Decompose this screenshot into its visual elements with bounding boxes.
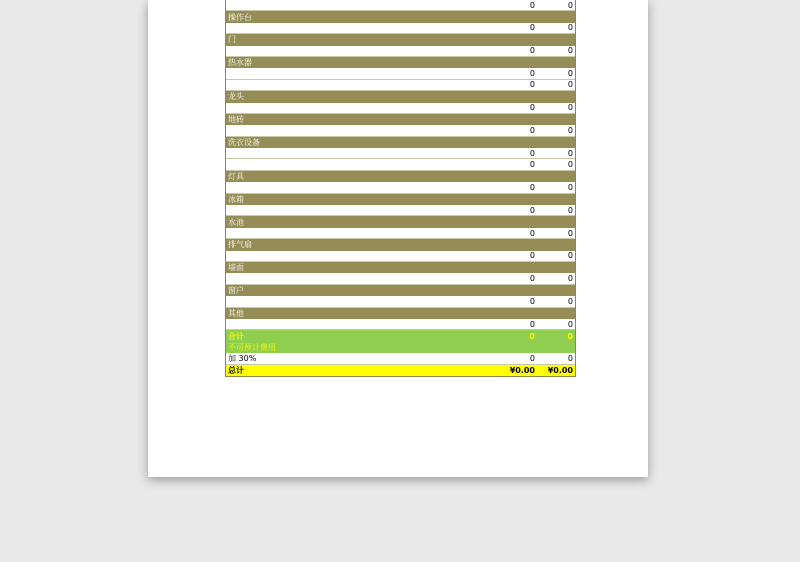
category-label: 其他: [228, 308, 244, 318]
estimated-value: 0: [529, 69, 535, 79]
table-row: [226, 273, 575, 284]
estimated-value: 0: [529, 182, 535, 192]
budget-table: [225, 0, 576, 377]
actual-value: 0: [567, 205, 573, 215]
estimated-value: 0: [529, 319, 535, 329]
category-label: 龙头: [228, 92, 244, 102]
actual-value: 0: [567, 0, 573, 10]
actual-value: 0: [567, 46, 573, 56]
estimated-value: 0: [529, 148, 535, 158]
category-row: [226, 285, 575, 296]
plus-estimated: 0: [529, 353, 535, 363]
estimated-value: 0: [529, 80, 535, 90]
actual-value: 0: [567, 296, 573, 306]
category-label: 排气扇: [228, 240, 252, 250]
table-row: [226, 0, 575, 11]
category-row: [226, 216, 575, 227]
table-row: [226, 228, 575, 239]
estimated-value: 0: [529, 274, 535, 284]
category-label: 地砖: [228, 115, 244, 125]
estimated-value: 0: [529, 23, 535, 33]
table-row: [226, 205, 575, 216]
total-label: 总计: [228, 365, 244, 375]
actual-value: 0: [567, 148, 573, 158]
table-row: [226, 125, 575, 136]
table-row: [226, 319, 575, 330]
document-page: [148, 0, 648, 477]
category-row: [226, 11, 575, 22]
table-row: [226, 103, 575, 114]
category-row: [226, 262, 575, 273]
category-row: [226, 308, 575, 319]
table-row: [226, 148, 575, 159]
estimated-value: 0: [529, 251, 535, 261]
category-label: 墙面: [228, 263, 244, 273]
actual-value: 0: [567, 103, 573, 113]
category-label: 热水器: [228, 58, 252, 68]
table-row: [226, 68, 575, 79]
actual-value: 0: [567, 160, 573, 170]
plus-percent-row: [226, 353, 575, 364]
subtotal-actual: 0: [567, 331, 573, 341]
subtotal-row: [226, 330, 575, 341]
subtotal-estimated: 0: [529, 331, 535, 341]
actual-value: 0: [567, 80, 573, 90]
unforeseen-costs-row: [226, 342, 575, 353]
table-row: [226, 80, 575, 91]
estimated-value: 0: [529, 0, 535, 10]
table-row: [226, 46, 575, 57]
estimated-value: 0: [529, 103, 535, 113]
total-estimated: ¥0.00: [509, 365, 535, 375]
table-row: [226, 182, 575, 193]
actual-value: 0: [567, 274, 573, 284]
estimated-value: 0: [529, 46, 535, 56]
category-label: 冰箱: [228, 194, 244, 204]
table-row: [226, 23, 575, 34]
table-row: [226, 251, 575, 262]
category-row: [226, 194, 575, 205]
actual-value: 0: [567, 319, 573, 329]
estimated-value: 0: [529, 160, 535, 170]
category-label: 洗衣设备: [228, 137, 260, 147]
unforeseen-costs-label: 不可预计费用: [228, 342, 276, 352]
category-row: [226, 91, 575, 102]
actual-value: 0: [567, 251, 573, 261]
actual-value: 0: [567, 23, 573, 33]
actual-value: 0: [567, 126, 573, 135]
estimated-value: 0: [529, 228, 535, 238]
category-row: [226, 57, 575, 68]
category-label: 门: [228, 35, 236, 45]
plus-percent-label: 加 30%: [228, 353, 257, 363]
category-label: 灯具: [228, 172, 244, 182]
subtotal-label: 合计: [228, 331, 244, 341]
actual-value: 0: [567, 182, 573, 192]
category-label: 操作台: [228, 12, 252, 22]
actual-value: 0: [567, 228, 573, 238]
estimated-value: 0: [529, 126, 535, 135]
estimated-value: 0: [529, 205, 535, 215]
category-row: [226, 239, 575, 250]
category-row: [226, 171, 575, 182]
category-row: [226, 34, 575, 45]
actual-value: 0: [567, 69, 573, 79]
table-row: [226, 296, 575, 307]
plus-actual: 0: [567, 353, 573, 363]
category-row: [226, 114, 575, 125]
category-row: [226, 137, 575, 148]
category-label: 窗户: [228, 285, 244, 295]
total-actual: ¥0.00: [547, 365, 573, 375]
table-row: [226, 159, 575, 170]
estimated-value: 0: [529, 296, 535, 306]
total-row: [226, 365, 575, 376]
category-label: 水池: [228, 217, 244, 227]
